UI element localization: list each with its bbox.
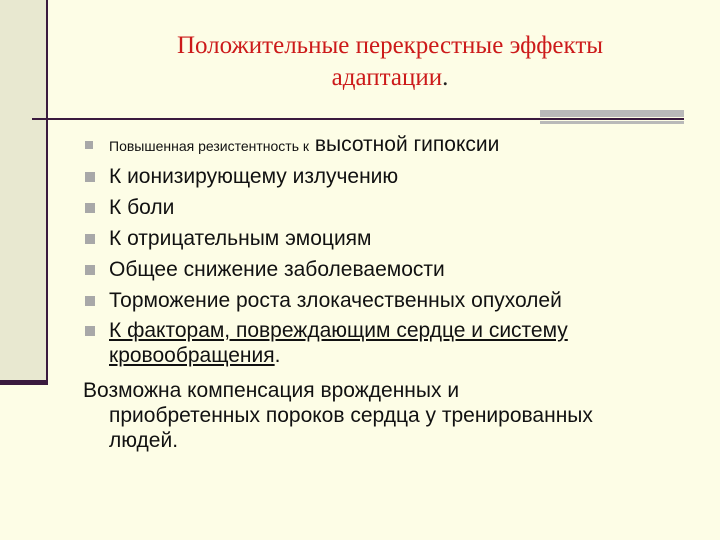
bullet-item-tumors (83, 285, 683, 316)
slide-title (100, 30, 680, 94)
title-line-2 (100, 62, 680, 94)
bullet-square-icon (85, 296, 95, 306)
left-decor-panel (0, 0, 46, 380)
title-period: . (442, 64, 449, 91)
bullet-text-small: Повышенная резистентность к (109, 138, 310, 154)
bullet-item-heart-factors (83, 316, 683, 368)
bullet-item-negative-emotions (83, 223, 683, 254)
bullet-text-large: высотной гипоксии (309, 133, 500, 156)
bullet-text: К боли (109, 196, 175, 219)
bullet-square-icon (85, 234, 95, 244)
bullet-item-radiation (83, 161, 683, 192)
left-decor-vertical-line (46, 0, 48, 380)
note-line-1: Возможна компенсация врожденных и (83, 379, 460, 402)
note-line-2: приобретенных пороков сердца у тренированных (109, 404, 593, 427)
bullet-item-resistance-hypoxia (83, 130, 683, 161)
bullet-text: Торможение роста злокачественных опухолей (109, 289, 562, 312)
bullet-square-icon (85, 326, 95, 336)
compensation-note (83, 378, 683, 453)
bullet-period: . (274, 344, 281, 367)
title-line-1: Положительные перекрестные эффекты (176, 32, 604, 59)
bullet-text: Общее снижение заболеваемости (109, 258, 445, 281)
bullet-square-icon (85, 172, 95, 182)
left-decor-horizontal-line (0, 380, 48, 385)
bullet-square-icon (85, 265, 95, 275)
bullet-text: К отрицательным эмоциям (109, 227, 372, 250)
bullet-text-line-2: кровообращения (109, 344, 275, 367)
bullet-text: К ионизирующему излучению (109, 165, 399, 188)
title-divider (32, 118, 684, 120)
bullet-list (83, 130, 683, 368)
bullet-text-line-1: К факторам, повреждающим сердце и систему (109, 319, 568, 342)
title-line-2-text: адаптации (331, 64, 443, 91)
bullet-item-pain (83, 192, 683, 223)
bullet-square-icon (85, 203, 95, 213)
bullet-square-icon (85, 141, 93, 149)
note-line-3: людей. (109, 429, 179, 452)
bullet-item-morbidity (83, 254, 683, 285)
